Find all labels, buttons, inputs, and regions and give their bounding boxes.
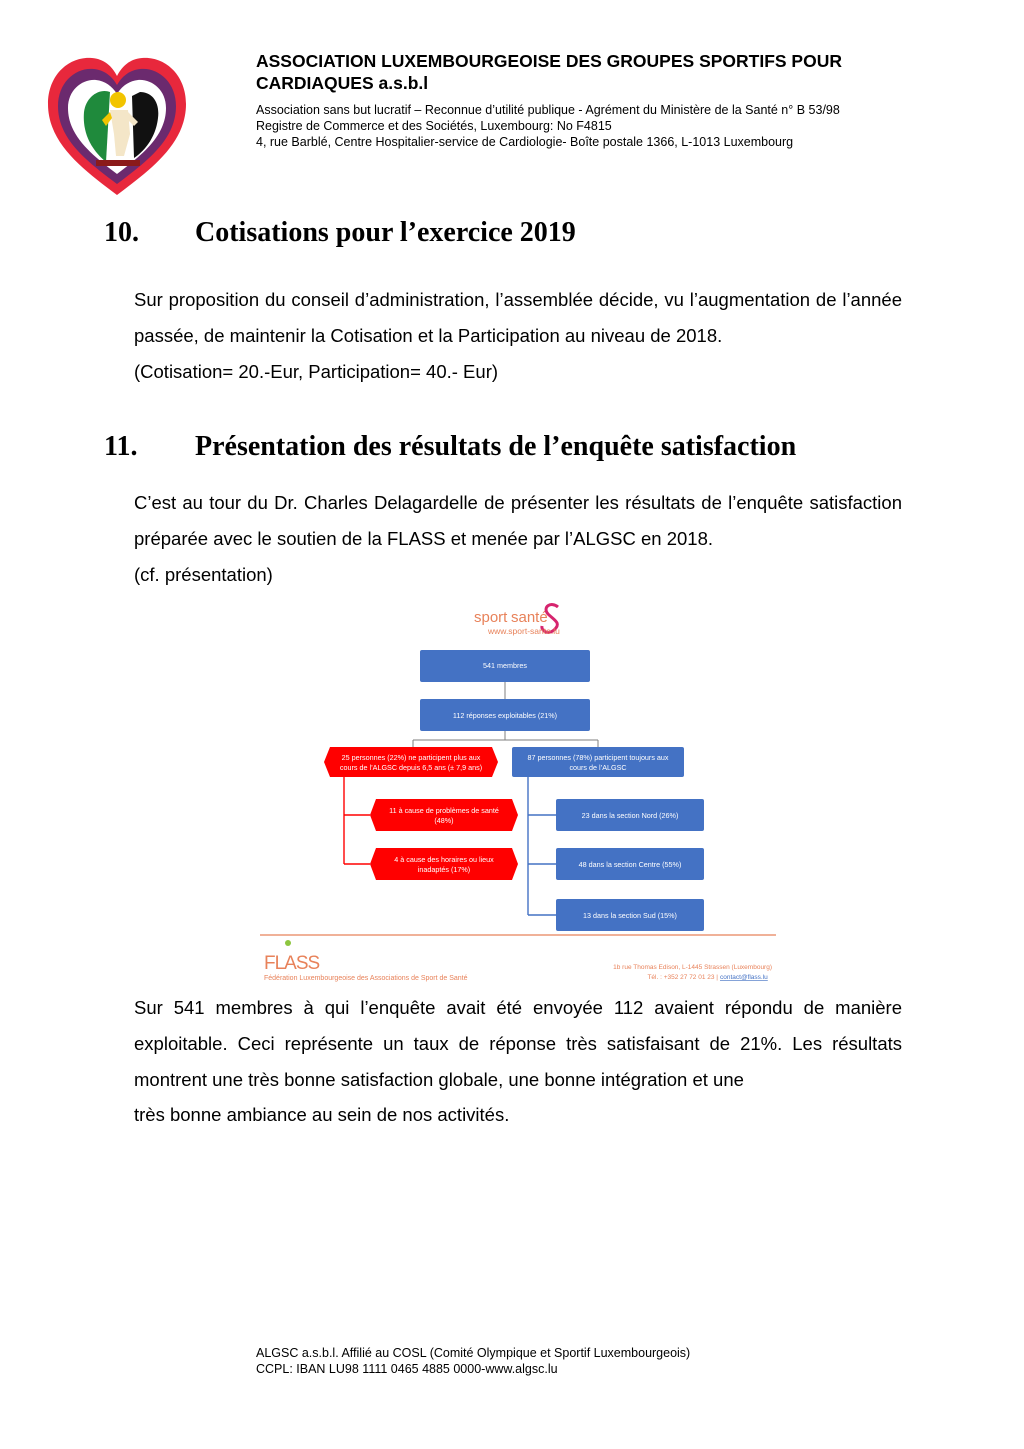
association-address: 4, rue Barblé, Centre Hospitalier-service de Cardiologie- Boîte postale 1366, L-1013 Luxembourg	[256, 135, 794, 149]
flass-figure-icon	[285, 940, 291, 946]
section-11-results: Sur 541 membres à qui l’enquête avait été envoyée 112 avaient répondu de manière exploitable. Ceci représente un taux de réponse très satisfaisant de 21%. Les résultats montrent une très bonne satisfaction globale, une bonne intégration et une	[134, 997, 902, 1090]
association-status: Association sans but lucratif – Reconnue d’utilité publique - Agrément du Ministère de la Santé n° B 53/98	[256, 103, 840, 117]
page-footer	[256, 1345, 690, 1377]
heart-logo-icon	[44, 52, 190, 200]
brand-url: www.sport-sante.lu	[488, 626, 560, 636]
box-hours-line2: inadaptés (17%)	[417, 865, 471, 874]
section-11-intro: C’est au tour du Dr. Charles Delagardelle de présenter les résultats de l’enquête satisfaction préparée avec le soutien de la FLASS et menée par l’ALGSC en 2018.	[134, 492, 902, 549]
section-11-paragraph-2	[134, 990, 902, 1133]
box-responses-label: 112 réponses exploitables (21%)	[452, 711, 558, 720]
section-10-number: 10.	[104, 217, 139, 248]
section-11-reference: (cf. présentation)	[134, 563, 273, 585]
box-hours-line1: 4 à cause des horaires ou lieux	[394, 855, 494, 864]
section-11-results-end: très bonne ambiance au sein de nos activités.	[134, 1104, 510, 1126]
box-continuing-line1: 87 personnes (78%) participent toujours aux	[527, 753, 669, 762]
section-11-title: Présentation des résultats de l’enquête satisfaction	[195, 431, 797, 462]
box-sud-label: 13 dans la section Sud (15%)	[583, 911, 677, 920]
box-hours	[370, 848, 518, 880]
section-11-heading	[104, 430, 796, 464]
box-health	[370, 799, 518, 831]
survey-flowchart-figure	[258, 595, 778, 990]
association-name-line1: ASSOCIATION LUXEMBOURGEOISE DES GROUPES SPORTIFS POUR	[256, 51, 842, 71]
flass-phone: Tél. : +352 27 72 01 23 |	[647, 974, 718, 981]
brand-sport: sport	[474, 609, 508, 626]
section-10-text: Sur proposition du conseil d’administration, l’assemblée décide, vu l’augmentation de l’année passée, de maintenir la Cotisation et la Participation au niveau de 2018.	[134, 289, 902, 346]
box-stopped-line1: 25 personnes (22%) ne participent plus aux	[341, 753, 481, 762]
section-10-title: Cotisations pour l’exercice 2019	[195, 217, 576, 248]
flass-email-link[interactable]: contact@flass.lu	[720, 974, 768, 981]
box-centre-label: 48 dans la section Centre (55%)	[578, 860, 682, 869]
section-10-heading	[104, 216, 576, 250]
flass-full-name: Fédération Luxembourgeoise des Associations de Sport de Santé	[264, 975, 468, 982]
flass-logo: FLASS	[264, 953, 320, 974]
box-stopped	[324, 747, 498, 777]
footer-bank: CCPL: IBAN LU98 1111 0465 4885 0000-www.algsc.lu	[256, 1362, 558, 1376]
box-continuing-line2: cours de l’ALGSC	[569, 763, 627, 772]
box-health-line2: (48%)	[434, 816, 454, 825]
section-11-number: 11.	[104, 431, 138, 462]
box-continuing	[512, 747, 684, 777]
section-10-fees: (Cotisation= 20.-Eur, Participation= 40.- Eur)	[134, 360, 499, 382]
survey-flowchart	[258, 595, 778, 990]
right-branch-lines	[528, 777, 556, 915]
brand-sante: santé	[511, 609, 548, 626]
box-members-label: 541 membres	[483, 661, 527, 670]
flass-address: 1b rue Thomas Edison, L-1445 Strassen (Luxembourg)	[613, 964, 772, 971]
box-stopped-line2: cours de l’ALGSC depuis 6,5 ans (± 7,9 ans)	[339, 763, 483, 772]
box-nord-label: 23 dans la section Nord (26%)	[581, 811, 679, 820]
algsc-logo	[44, 52, 190, 200]
left-branch-lines	[344, 777, 370, 864]
footer-affiliation: ALGSC a.s.b.l. Affilié au COSL (Comité Olympique et Sportif Luxembourgeois)	[256, 1346, 691, 1360]
letterhead	[256, 50, 976, 150]
section-10-paragraph	[134, 282, 902, 389]
section-11-paragraph-1	[134, 485, 902, 592]
association-name-line2: CARDIAQUES a.s.b.l	[256, 73, 429, 93]
registry-number: Registre de Commerce et des Sociétés, Luxembourg: No F4815	[256, 119, 612, 133]
box-health-line1: 11 à cause de problèmes de santé	[389, 806, 499, 815]
